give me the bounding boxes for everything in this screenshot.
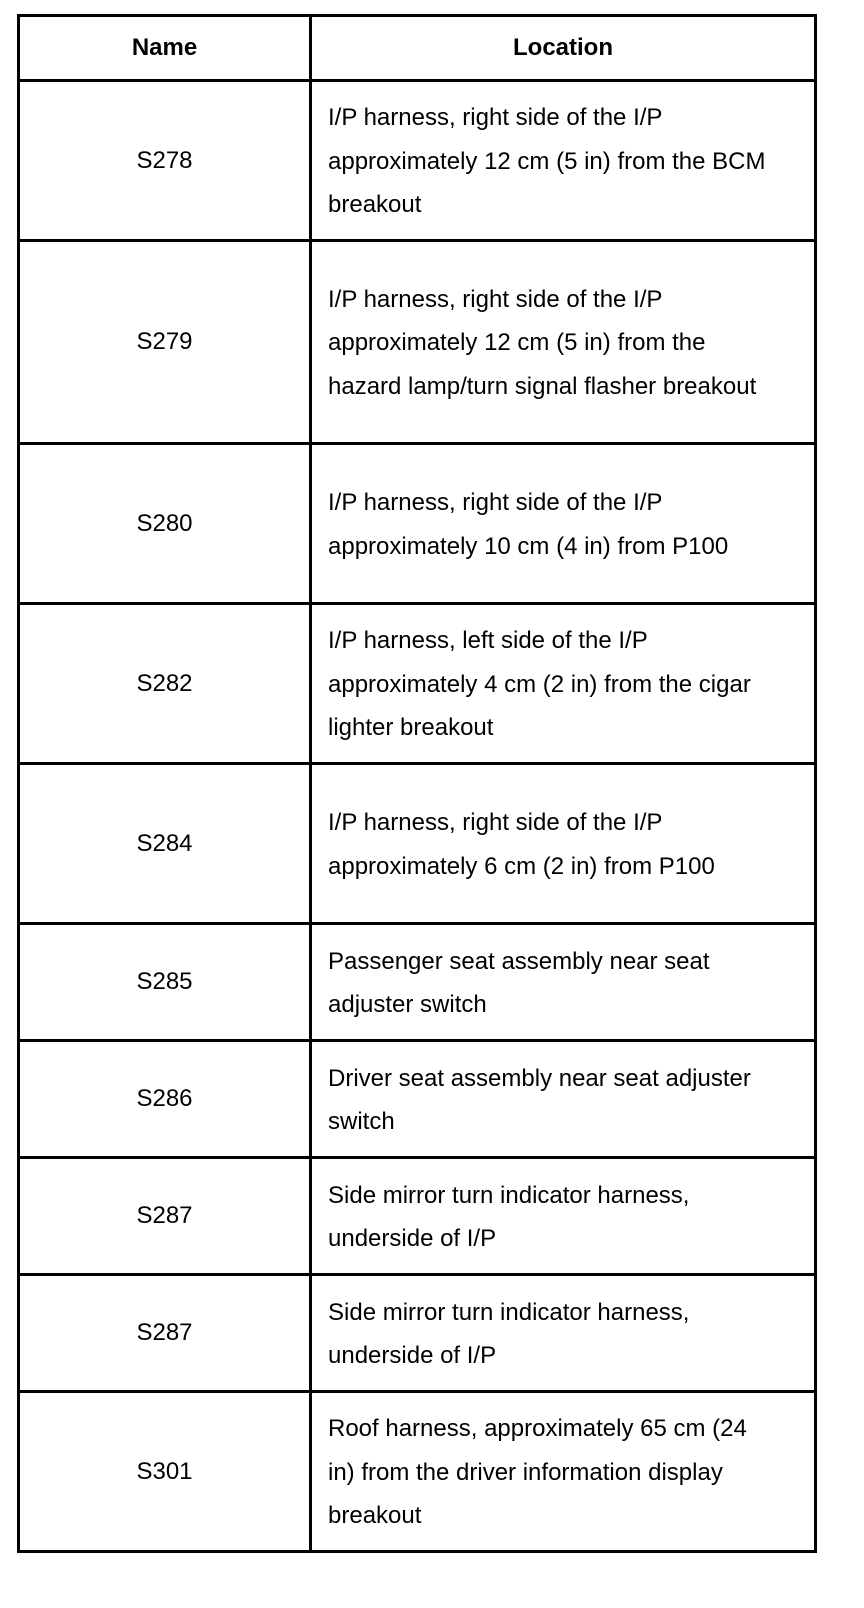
splice-location: Driver seat assembly near seat adjuster switch [311, 1041, 816, 1158]
splice-location-table [17, 14, 817, 1553]
table-row [19, 764, 816, 924]
splice-location: Side mirror turn indicator harness, underside of I/P [311, 1275, 816, 1392]
table-row [19, 81, 816, 241]
splice-name: S301 [19, 1392, 311, 1552]
splice-location: I/P harness, right side of the I/P approximately 12 cm (5 in) from the BCM breakout [311, 81, 816, 241]
splice-location: Side mirror turn indicator harness, underside of I/P [311, 1158, 816, 1275]
splice-name: S284 [19, 764, 311, 924]
splice-name: S286 [19, 1041, 311, 1158]
splice-name: S280 [19, 444, 311, 604]
splice-name: S287 [19, 1158, 311, 1275]
splice-name: S287 [19, 1275, 311, 1392]
table-row [19, 604, 816, 764]
splice-location: I/P harness, right side of the I/P approximately 12 cm (5 in) from the hazard lamp/turn signal flasher breakout [311, 241, 816, 444]
splice-name: S278 [19, 81, 311, 241]
splice-location: Roof harness, approximately 65 cm (24 in) from the driver information display breakout [311, 1392, 816, 1552]
table-row [19, 241, 816, 444]
table-row [19, 1392, 816, 1552]
splice-location: I/P harness, right side of the I/P approximately 6 cm (2 in) from P100 [311, 764, 816, 924]
splice-name: S279 [19, 241, 311, 444]
splice-location: Passenger seat assembly near seat adjuster switch [311, 924, 816, 1041]
header-location: Location [311, 16, 816, 81]
table-row [19, 1275, 816, 1392]
table-row [19, 444, 816, 604]
table-row [19, 1041, 816, 1158]
splice-location: I/P harness, right side of the I/P approximately 10 cm (4 in) from P100 [311, 444, 816, 604]
table-row [19, 924, 816, 1041]
table-header-row [19, 16, 816, 81]
header-name: Name [19, 16, 311, 81]
table-row [19, 1158, 816, 1275]
splice-name: S285 [19, 924, 311, 1041]
splice-location: I/P harness, left side of the I/P approximately 4 cm (2 in) from the cigar lighter breakout [311, 604, 816, 764]
splice-name: S282 [19, 604, 311, 764]
